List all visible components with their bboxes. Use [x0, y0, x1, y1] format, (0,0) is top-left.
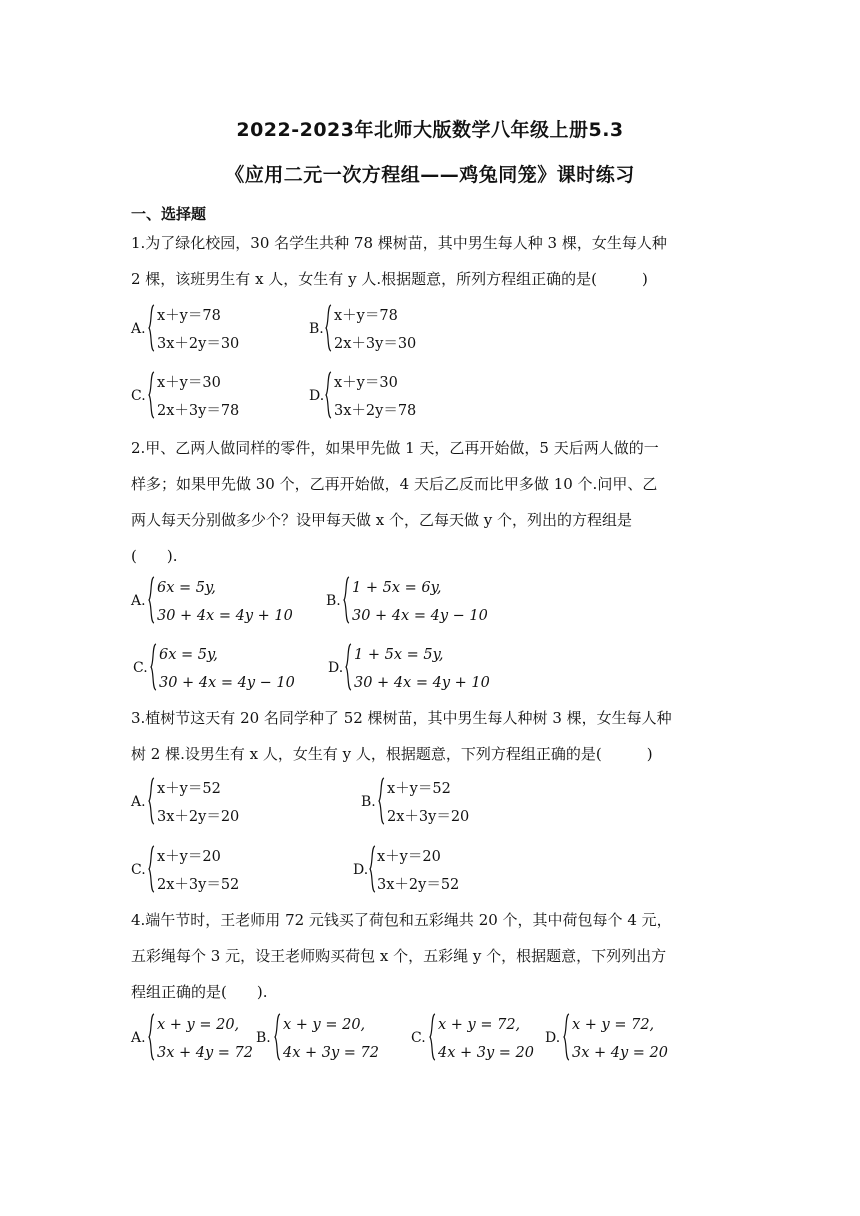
option-label: D.: [328, 660, 344, 676]
option-label: A.: [131, 321, 146, 337]
question-line: 两人每天分别做多少个？设甲每天做 x 个，乙每天做 y 个，列出的方程组是: [131, 511, 633, 529]
q2-options-row1: [0, 574, 860, 630]
equation: 2x＋3y＝20: [387, 809, 470, 825]
brace-icon: [563, 1013, 570, 1061]
brace-icon: [378, 777, 385, 825]
option-label: B.: [256, 1030, 271, 1046]
equation: 30 + 4x = 4y − 10: [352, 608, 488, 624]
equation: x＋y＝20: [157, 849, 221, 865]
q1-options-row1: [0, 302, 860, 358]
q1-options-row2: [0, 369, 860, 425]
equation: x + y = 72,: [438, 1017, 521, 1033]
equation: 3x＋2y＝52: [377, 877, 460, 893]
option-label: C.: [131, 862, 146, 878]
equation: x＋y＝30: [334, 375, 398, 391]
brace-icon: [148, 845, 155, 893]
equation: x + y = 72,: [572, 1017, 655, 1033]
q3-options-row2: [0, 843, 860, 899]
brace-icon: [429, 1013, 436, 1061]
option-label: C.: [131, 388, 146, 404]
question-line: ( ).: [131, 547, 178, 565]
equation: 3x + 4y = 72: [157, 1045, 254, 1061]
equation: 2x＋3y＝78: [157, 403, 240, 419]
equation: x＋y＝78: [157, 308, 221, 324]
question-line: 树 2 棵.设男生有 x 人，女生有 y 人，根据题意，下列方程组正确的是( ): [131, 745, 653, 763]
question-line: 2.甲、乙两人做同样的零件，如果甲先做 1 天，乙再开始做，5 天后两人做的一: [131, 439, 659, 457]
equation-system: [157, 843, 239, 899]
option-label: D.: [353, 862, 369, 878]
brace-icon: [369, 845, 376, 893]
brace-icon: [345, 643, 352, 691]
equation: 2x＋3y＝30: [334, 336, 417, 352]
equation: x＋y＝20: [377, 849, 441, 865]
option-label: C.: [133, 660, 148, 676]
brace-icon: [148, 777, 155, 825]
equation-system: [572, 1011, 668, 1067]
brace-icon: [148, 576, 155, 624]
equation: 1 + 5x = 5y,: [354, 647, 444, 663]
question-line: 五彩绳每个 3 元，设王老师购买荷包 x 个，五彩绳 y 个，根据题意，下列列出方: [131, 947, 667, 965]
q2-options-row2: [0, 641, 860, 697]
option-label: B.: [309, 321, 324, 337]
brace-icon: [325, 371, 332, 419]
equation-system: [159, 641, 295, 697]
brace-icon: [343, 576, 350, 624]
equation-system: [157, 1011, 253, 1067]
option-label: A.: [131, 794, 146, 810]
equation: 2x＋3y＝52: [157, 877, 240, 893]
brace-icon: [148, 1013, 155, 1061]
equation: 3x＋2y＝20: [157, 809, 240, 825]
option-label: A.: [131, 1030, 146, 1046]
question-line: 3.植树节这天有 20 名同学种了 52 棵树苗，其中男生每人种树 3 棵，女生每人种: [131, 709, 672, 727]
q3-options-row1: [0, 775, 860, 831]
equation: 3x + 4y = 20: [572, 1045, 669, 1061]
page-title: 2022-2023年北师大版数学八年级上册5.3: [236, 119, 624, 141]
equation: 1 + 5x = 6y,: [352, 580, 442, 596]
equation: x + y = 20,: [157, 1017, 240, 1033]
equation-system: [354, 641, 490, 697]
equation: 30 + 4x = 4y + 10: [354, 675, 490, 691]
brace-icon: [274, 1013, 281, 1061]
equation-system: [377, 843, 459, 899]
equation: 3x＋2y＝78: [334, 403, 417, 419]
equation: 4x + 3y = 20: [438, 1045, 535, 1061]
question-line: 2 棵，该班男生有 x 人，女生有 y 人.根据题意，所列方程组正确的是( ): [131, 270, 648, 288]
equation: 3x＋2y＝30: [157, 336, 240, 352]
question-line: 样多；如果甲先做 30 个，乙再开始做，4 天后乙反而比甲多做 10 个.问甲、乙: [131, 475, 658, 493]
equation: 6x = 5y,: [159, 647, 218, 663]
equation: 6x = 5y,: [157, 580, 216, 596]
equation: x＋y＝52: [387, 781, 451, 797]
brace-icon: [148, 304, 155, 352]
q4-options-row: [0, 1011, 860, 1067]
equation-system: [157, 775, 239, 831]
equation-system: [157, 302, 239, 358]
option-label: D.: [545, 1030, 561, 1046]
equation: 30 + 4x = 4y − 10: [159, 675, 295, 691]
equation-system: [157, 369, 239, 425]
equation: x＋y＝30: [157, 375, 221, 391]
equation: x＋y＝52: [157, 781, 221, 797]
brace-icon: [148, 371, 155, 419]
equation-system: [387, 775, 469, 831]
equation-system: [334, 369, 416, 425]
equation: 4x + 3y = 72: [283, 1045, 380, 1061]
option-label: A.: [131, 593, 146, 609]
question-line: 4.端午节时，王老师用 72 元钱买了荷包和五彩绳共 20 个，其中荷包每个 4 元，: [131, 911, 672, 929]
brace-icon: [150, 643, 157, 691]
equation: x＋y＝78: [334, 308, 398, 324]
equation-system: [283, 1011, 379, 1067]
section-heading: 一、选择题: [131, 205, 207, 223]
equation: 30 + 4x = 4y + 10: [157, 608, 293, 624]
brace-icon: [325, 304, 332, 352]
equation-system: [157, 574, 293, 630]
option-label: D.: [309, 388, 325, 404]
question-line: 程组正确的是( ).: [131, 983, 268, 1001]
equation-system: [438, 1011, 534, 1067]
equation-system: [334, 302, 416, 358]
equation: x + y = 20,: [283, 1017, 366, 1033]
equation-system: [352, 574, 488, 630]
option-label: C.: [411, 1030, 426, 1046]
option-label: B.: [326, 593, 341, 609]
question-line: 1.为了绿化校园，30 名学生共种 78 棵树苗，其中男生每人种 3 棵，女生每人种: [131, 234, 667, 252]
page-subtitle: 《应用二元一次方程组——鸡兔同笼》课时练习: [225, 164, 635, 186]
option-label: B.: [361, 794, 376, 810]
